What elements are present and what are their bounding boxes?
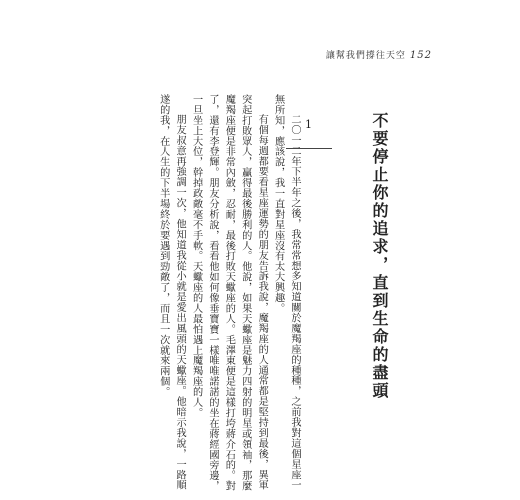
body-line-2: 無所知，應該說，我一直對星座沒有太大興趣。: [272, 94, 284, 314]
page-number: 152: [409, 50, 432, 61]
chapter-number: 1: [305, 118, 312, 131]
running-title: 讓幫我們撐往天空: [325, 51, 406, 61]
body-line-8: 朋友叔意再強調一次，他知道我從小就是愛出風頭的天蠍座。他暗示我說，一路順: [174, 114, 186, 491]
body-line-1: 二〇一二年下半年之後，我常常想多知道關於魔羯座的種種，之前我對這個星座一: [289, 114, 300, 491]
running-header: [326, 48, 432, 61]
body-text: [154, 94, 302, 492]
body-line-7: 一旦坐上大位，幹掉政敵毫不手軟。天蠍座的人最怕遇上魔羯座的人。: [190, 94, 202, 418]
body-line-9: 遂的我，在人生的下半場終於要遇到勁敵了，而且一次就來兩個。: [157, 94, 169, 398]
body-line-4: 突起打敗眾人，贏得最後勝利的人。他說，如果天蠍座是魅力四射的明星或領袖，那麼: [239, 94, 251, 492]
body-line-5: 魔羯座便是非常內斂，忍耐，最後打敗天蠍座的人。毛澤東便是這樣打垮蔣介石的。對: [223, 94, 235, 492]
chapter-title: 不要停止你的追求，直到生命的盡頭: [370, 112, 389, 400]
body-line-3: 有個每週都要看星座運勢的朋友告訴我說，魔羯座的人通常都是堅持到最後，異軍: [256, 114, 268, 491]
body-line-6: 了，還有李登輝。朋友分析說，看看他如何像垂寶寶一樣唯唯諾諾的坐在蔣經國旁邊，: [206, 94, 218, 492]
